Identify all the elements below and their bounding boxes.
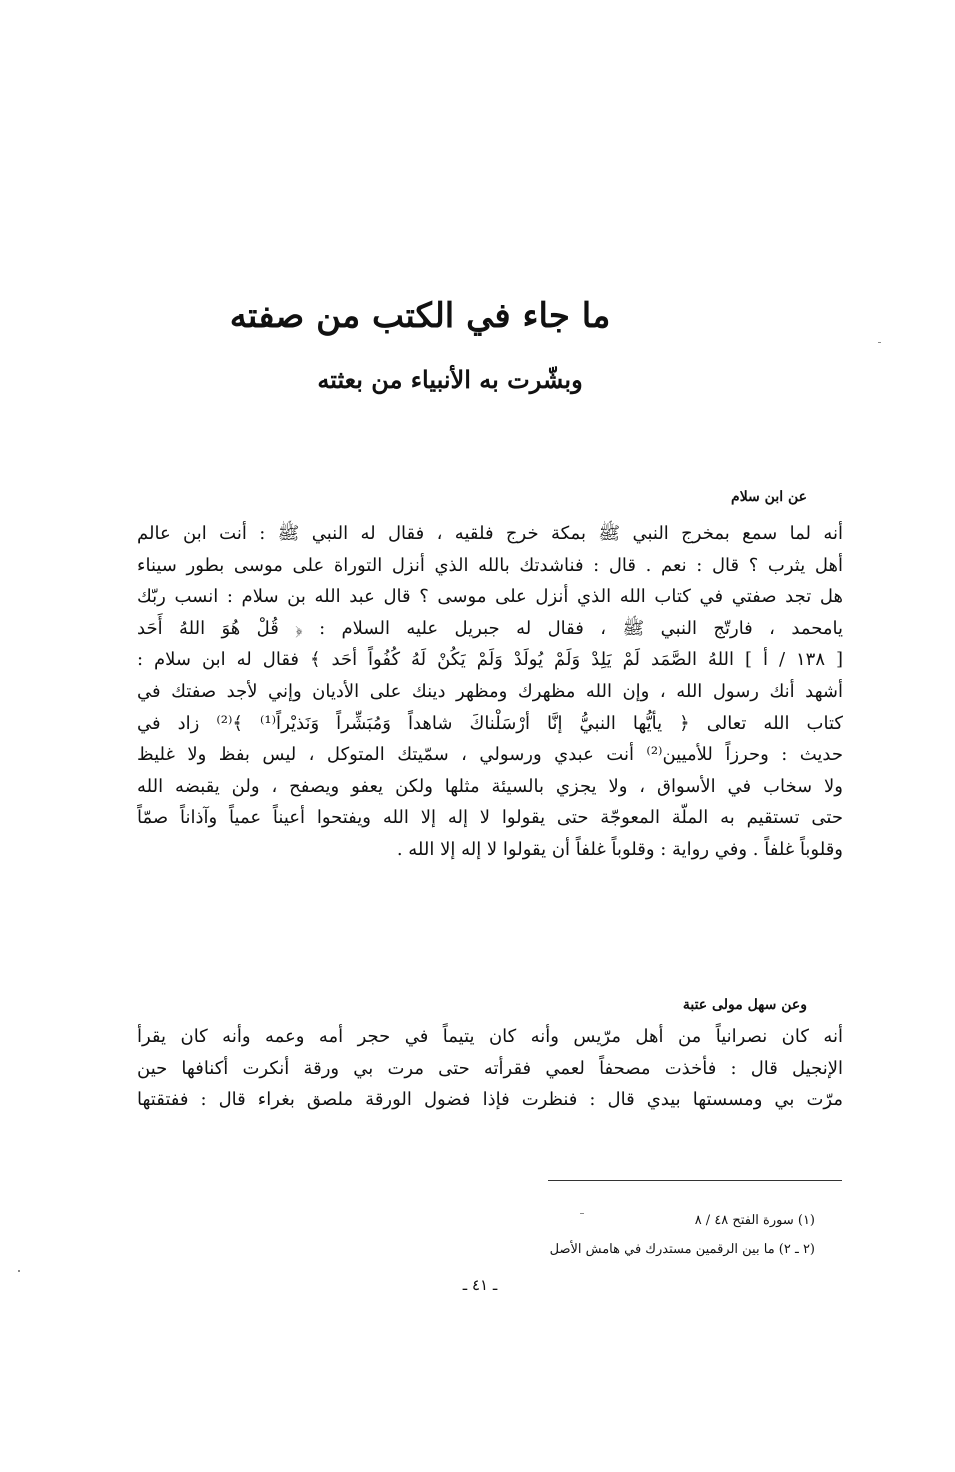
text-line: حديث : وحرزاً للأميين⁽²⁾ أنت عبدي ورسولي ، سمّيتك المتوكل ، ليس بفظ ولا غليظ — [137, 744, 843, 766]
text-line: يامحمد ، فارتّج النبي ﷺ ، فقال له جبريل عليه السلام : ﴿ قُلْ هُوَ اللهُ أَحَد — [137, 617, 843, 639]
text-line: وقلوباً غلفاً . وفي رواية : وقلوباً غلفاً أن يقولوا لا إله إلا الله . — [396, 838, 843, 860]
section-body-1 — [137, 518, 843, 866]
text-line: أنه لما سمع بمخرج النبي ﷺ بمكة خرج فلقيه ، فقال له النبي ﷺ : أنت ابن عالم — [137, 523, 843, 544]
text-line: الإنجيل قال : فأخذت مصحفاً لعمي فقرأته حتى مرت بي ورقة أنكرت أكنافها حين — [137, 1057, 843, 1079]
text-line: أهل يثرب ؟ قال : نعم . قال : فناشدتك بالله الذي أنزل التوراة على موسى بطور سيناء — [137, 554, 843, 576]
text-line: مرّت بي ومسستها بيدي قال : فنظرت فإذا فضول الورقة ملصق بغراء قال : ففتقتها — [137, 1089, 843, 1111]
section-source-1: عن ابن سلام — [731, 489, 807, 505]
text-line: [ ١٣٨ / أ ] اللهُ الصَّمَد لَمْ يَلِدْ وَلَمْ يُولَدْ وَلَمْ يَكُنْ لَهُ كُفُواً أحَد ﴾ فقال له ابن سلام : — [137, 649, 843, 671]
page-subtitle: وبشّرت به الأنبياء من بعثته — [317, 365, 583, 394]
text-line: حتى تستقيم به الملّة المعوجّة حتى يقولوا لا إله إلا الله ويفتحوا أعيناً عمياً وآذاناً صمّاً — [137, 807, 843, 829]
page-number: ـ ٤١ ـ — [462, 1276, 498, 1294]
text-line: ولا سخاب في الأسواق ، ولا يجزي بالسيئة مثلها ولكن يعفو ويصفح ، ولن يقبضه الله — [137, 775, 843, 797]
text-line: أنه كان نصرانياً من أهل مرّيس وأنه كان يتيماً في حجر أمه وعمه وأنه كان يقرأ — [137, 1026, 843, 1047]
section-source-2: وعن سهل مولى عتبة — [682, 997, 807, 1013]
scan-speck — [18, 1270, 20, 1272]
footnote-divider — [548, 1180, 842, 1181]
text-line: أشهد أنك رسول الله ، وإن الله مظهرك ومظهر دينك على الأديان وإني لأجد صفتك في — [137, 680, 843, 702]
page-title: ما جاء في الكتب من صفته — [229, 296, 611, 336]
footnote-1: (١) سورة الفتح ٤٨ / ٨ — [694, 1213, 815, 1228]
footnote-2: (٢ ـ ٢) ما بين الرقمين مستدرك في هامش الأصل — [549, 1242, 815, 1257]
scan-speck — [580, 1213, 584, 1214]
scan-speck — [878, 342, 881, 343]
text-line: كتاب الله تعالى ﴿ يأيُّها النبيُّ إنَّا أرْسَلْناكَ شاهداً وَمُبَشِّراً وَنَذيْراً⁽¹⁾ ﴾⁽²⁾ زاد في — [137, 712, 843, 734]
text-line: هل تجد صفتي في كتاب الله الذي أنزل على موسى ؟ قال عبد الله بن سلام : انسب ربّك — [137, 586, 843, 608]
section-body-2 — [137, 1021, 843, 1116]
